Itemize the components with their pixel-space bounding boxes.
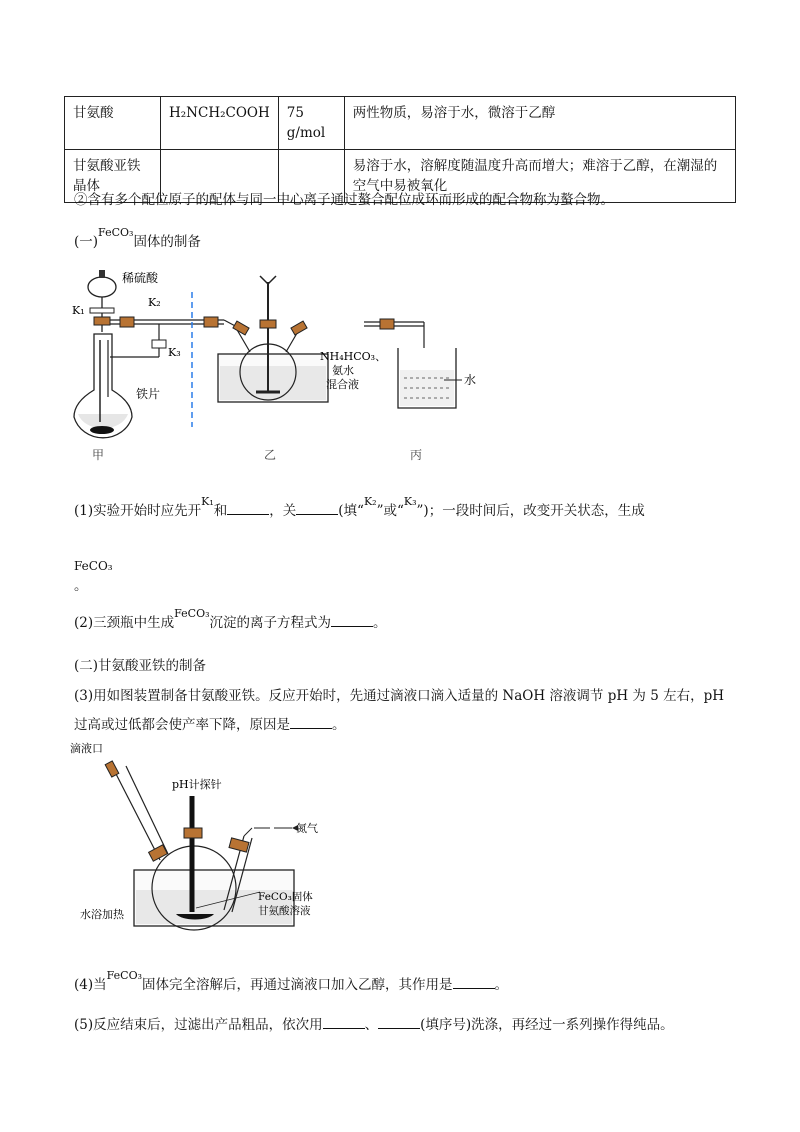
q2-formula: FeCO₃ [174,607,210,620]
label-ph-probe: pH计探针 [172,778,222,791]
label-jia: 甲 [92,448,105,462]
separatory-funnel [88,270,116,332]
label-yi: 乙 [264,448,277,462]
label-iron: 铁片 [136,387,161,401]
q1-text: ”)；一段时间后，改变开关状态，生成 [416,503,645,519]
q4-text: 固体完全溶解后，再通过滴液口加入乙醇，其作用是 [142,977,453,993]
q1-text: ”或“ [376,503,404,519]
q5-text: (填序号)洗涤，再经过一系列操作得纯品。 [420,1017,674,1033]
part1-formula: FeCO₃ [98,226,134,239]
question-1-cont [74,556,113,596]
answer-blank[interactable] [296,500,338,515]
q4-text: (4)当 [74,977,107,993]
q3-end: 。 [332,717,346,733]
q2-end: 。 [373,615,387,631]
feco3-apparatus-figure [64,262,484,467]
q1-text: 和 [213,503,228,519]
properties-table [64,96,736,203]
label-bath: 水浴加热 [80,908,124,921]
label-k2: K₂ [148,296,161,309]
q5-text: (5)反应结束后，过滤出产品粗品，依次用 [74,1017,323,1033]
q1-text: ，关 [269,503,297,519]
label-solution: 甘氨酸溶液 [258,905,311,917]
q1-formula: FeCO₃ [74,559,113,573]
q1-text: (1)实验开始时应先开 [74,503,202,519]
question-1 [74,495,645,522]
table-row [65,97,736,150]
part1-prefix: (一) [74,234,99,250]
label-k1: K₁ [72,304,85,317]
label-dropper: 滴液口 [70,742,103,755]
substance-name: 甘氨酸 [65,97,161,150]
q4-formula: FeCO₃ [106,969,143,982]
question-3-line-1: (3)用如图装置制备甘氨酸亚铁。反应开始时，先通过滴液口滴入适量的 NaOH 溶液调节 pH 为 5 左右，pH [74,688,724,704]
q4-end: 。 [494,977,509,993]
chelate-note: ②含有多个配位原子的配体与同一中心离子通过螯合配位成环而形成的配合物称为螯合物。 [74,192,614,208]
label-nitrogen: 氮气 [296,822,318,835]
label-bing: 丙 [410,448,423,462]
flask-jia [74,334,132,438]
label-acid: 稀硫酸 [122,271,159,285]
label-mix-1: NH₄HCO₃、 [320,350,387,363]
substance-formula: H₂NCH₂COOH [161,97,279,150]
q1-k2: K₂ [363,495,377,508]
substance-property: 易溶于水，溶解度随温度升高而增大；难溶于乙醇，在潮湿的空气中易被氧化 [344,150,735,203]
label-k3: K₃ [168,346,181,359]
answer-blank[interactable] [453,974,495,989]
q1-end: 。 [74,578,88,594]
beaker-bing [398,348,462,408]
q1-text: (填“ [338,503,364,519]
q2-text: (2)三颈瓶中生成 [74,615,175,631]
glycine-iron-apparatus-figure [64,740,364,940]
question-2 [74,607,387,634]
label-solid: FeCO₃固体 [258,891,313,903]
q1-k1: K₁ [201,495,214,508]
part2-heading: (二)甘氨酸亚铁的制备 [74,658,207,674]
substance-name: 甘氨酸亚铁晶体 [65,150,161,203]
three-neck-flask-yi [218,276,328,402]
answer-blank[interactable] [290,714,332,729]
label-mix-3: 混合液 [326,378,359,391]
question-3-line-2 [74,714,346,735]
question-5 [74,1014,674,1035]
q3-text: 过高或过低都会使产率下降，原因是 [74,717,290,733]
question-4 [74,969,509,996]
dropping-funnel [105,761,168,861]
q2-text: 沉淀的离子方程式为 [209,615,332,631]
label-water: 水 [464,373,477,387]
answer-blank[interactable] [378,1014,420,1029]
part1-heading [74,226,201,253]
part1-suffix: 固体的制备 [133,234,201,250]
q1-k3: K₃ [403,495,417,508]
answer-blank[interactable] [331,612,373,627]
substance-property: 两性物质，易溶于水，微溶于乙醇 [344,97,735,150]
q5-sep: 、 [364,1017,379,1033]
answer-blank[interactable] [227,500,269,515]
substance-molar-mass: 75 g/mol [278,97,344,150]
label-mix-2: 氨水 [332,364,354,377]
answer-blank[interactable] [323,1014,365,1029]
